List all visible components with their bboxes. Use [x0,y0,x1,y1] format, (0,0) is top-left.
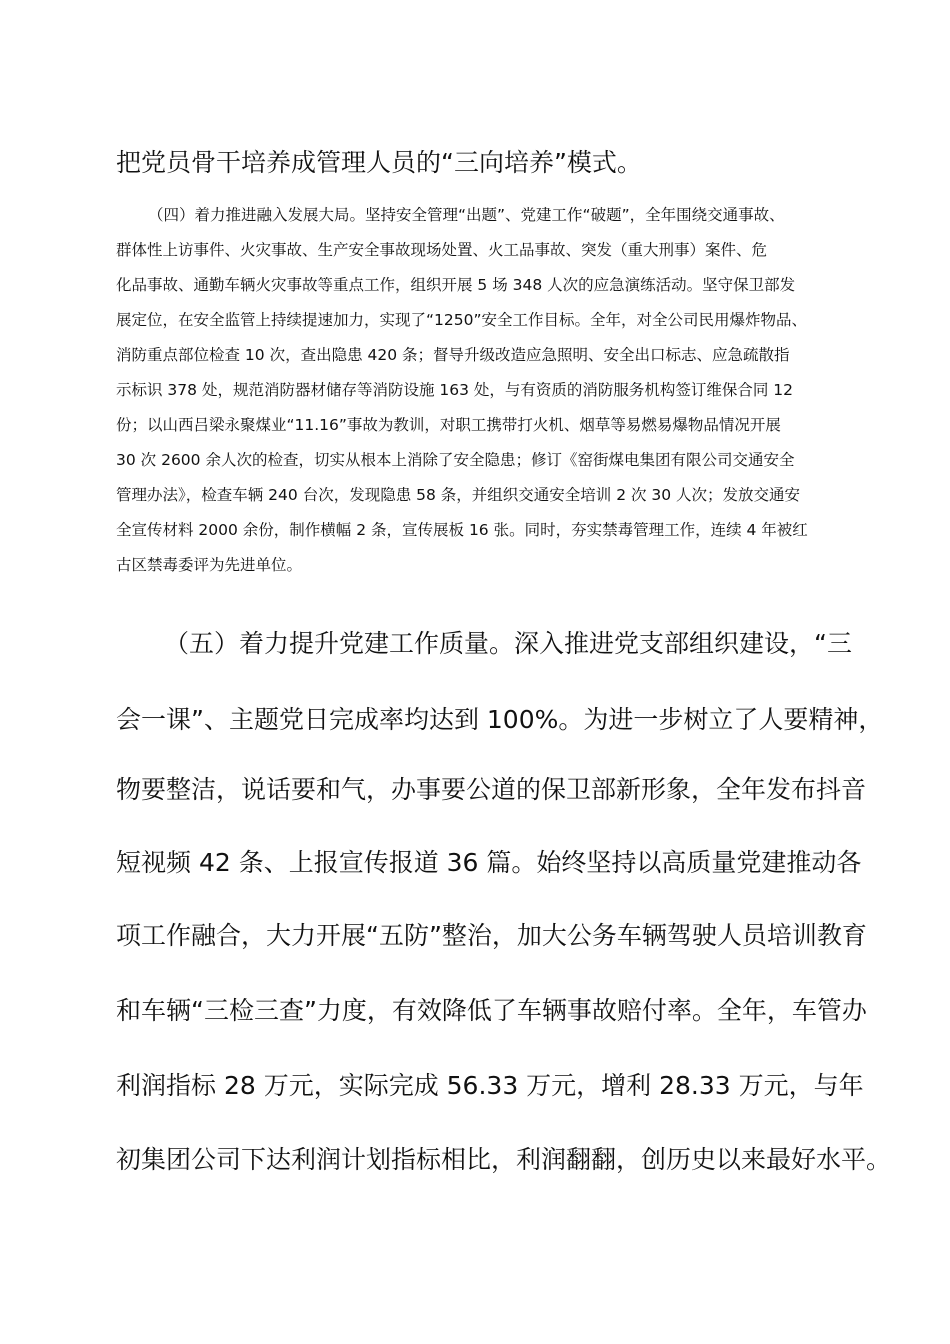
section-5-line: 物要整洁，说话要和气，办事要公道的保卫部新形象，全年发布抖音 [116,775,867,804]
section-4-line: 消防重点部位检查 10 次，查出隐患 420 条；督导升级改造应急照明、安全出口标志、应急疏散指 [116,346,790,364]
section-4-line: 管理办法》，检查车辆 240 台次，发现隐患 58 条，并组织交通安全培训 2 次 30 人次；发放交通安 [116,486,801,504]
section-5-line: 利润指标 28 万元，实际完成 56.33 万元，增利 28.33 万元，与年 [116,1071,864,1100]
section-4-line: 群体性上访事件、火灾事故、生产安全事故现场处置、火工品事故、突发（重大刑事）案件、危 [116,241,768,259]
section-4-line: 示标识 378 处，规范消防器材储存等消防设施 163 处，与有资质的消防服务机构签订维保合同 12 [116,381,794,399]
section-5-line: 项工作融合，大力开展“五防”整治，加大公务车辆驾驶人员培训教育 [116,921,867,950]
section-5-line: （五）着力提升党建工作质量。深入推进党支部组织建设，“三 [164,629,852,658]
section-5-line: 短视频 42 条、上报宣传报道 36 篇。始终坚持以高质量党建推动各 [116,848,862,877]
section-5-line: 初集团公司下达利润计划指标相比，利润翻翻，创历史以来最好水平。 [116,1145,892,1174]
section-4-line: （四）着力推进融入发展大局。坚持安全管理“出题”、党建工作“破题”，全年围绕交通事故、 [148,206,785,224]
section-4-line: 展定位，在安全监管上持续提速加力，实现了“1250”安全工作目标。全年，对全公司民用爆炸物品、 [116,311,808,329]
paragraph-continuation-line: 把党员骨干培养成管理人员的“三向培养”模式。 [116,148,642,177]
section-5-line: 会一课”、主题党日完成率均达到 100%。为进一步树立了人要精神， [116,705,884,734]
section-4-line: 30 次 2600 余人次的检查，切实从根本上消除了安全隐患；修订《窑街煤电集团有限公司交通安全 [116,451,795,469]
section-4-line: 古区禁毒委评为先进单位。 [116,556,303,574]
section-4-line: 份；以山西吕梁永聚煤业“11.16”事故为教训，对职工携带打火机、烟草等易燃易爆物品情况开展 [116,416,781,434]
section-4-line: 全宣传材料 2000 余份，制作横幅 2 条，宣传展板 16 张。同时，夯实禁毒管理工作，连续 4 年被红 [116,521,808,539]
section-5-line: 和车辆“三检三查”力度，有效降低了车辆事故赔付率。全年，车管办 [116,996,867,1025]
section-4-line: 化品事故、通勤车辆火灾事故等重点工作，组织开展 5 场 348 人次的应急演练活动。坚守保卫部发 [116,276,796,294]
